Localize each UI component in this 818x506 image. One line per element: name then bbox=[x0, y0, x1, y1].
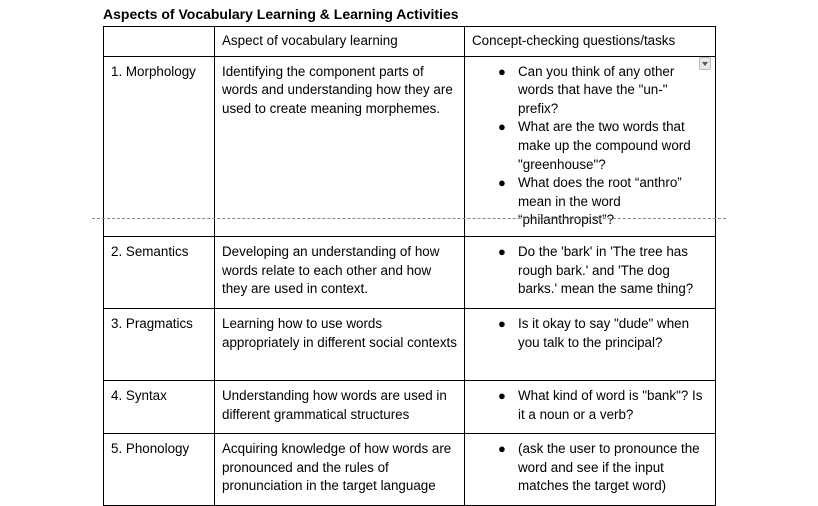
task-text: Is it okay to say "dude" when you talk to the principal? bbox=[518, 315, 690, 350]
page-break-divider bbox=[92, 218, 726, 219]
row-tasks-cell bbox=[465, 56, 716, 236]
header-cell-aspect: Aspect of vocabulary learning bbox=[215, 27, 465, 57]
bullet-icon: ● bbox=[498, 63, 506, 79]
row-aspect-cell: Developing an understanding of how words relate to each other and how they are used in context. bbox=[215, 236, 465, 308]
task-text: What are the two words that make up the compound word "greenhouse"? bbox=[518, 119, 691, 172]
task-list bbox=[472, 387, 708, 424]
task-text: (ask the user to pronounce the word and see if the input matches the target word) bbox=[518, 440, 700, 494]
bullet-icon: ● bbox=[498, 175, 506, 191]
vocabulary-table bbox=[103, 26, 716, 506]
row-aspect-cell: Understanding how words are used in different grammatical structures bbox=[215, 380, 465, 433]
task-item bbox=[498, 118, 708, 174]
bullet-icon: ● bbox=[498, 440, 506, 456]
row-aspect-cell: Identifying the component parts of words and understanding how they are used to create meaning morphemes. bbox=[215, 56, 465, 236]
row-name-cell: 5. Phonology bbox=[104, 433, 215, 505]
row-name-cell: 2. Semantics bbox=[104, 236, 215, 308]
table-row bbox=[104, 236, 716, 308]
task-item bbox=[498, 243, 708, 299]
task-item bbox=[498, 174, 708, 230]
row-name-cell: 1. Morphology bbox=[104, 56, 215, 236]
task-list bbox=[472, 63, 708, 230]
task-list bbox=[472, 440, 708, 496]
table-header-row bbox=[104, 27, 716, 57]
row-aspect-cell: Learning how to use words appropriately in different social contexts bbox=[215, 308, 465, 380]
table-row bbox=[104, 433, 716, 505]
row-tasks-cell bbox=[465, 308, 716, 380]
header-cell-tasks: Concept-checking questions/tasks bbox=[465, 27, 716, 57]
task-text: Can you think of any other words that have the "un-" prefix? bbox=[518, 63, 675, 116]
task-text: What does the root “anthro” mean in the word “philanthropist”? bbox=[518, 175, 682, 228]
row-name-cell: 3. Pragmatics bbox=[104, 308, 215, 380]
task-list bbox=[472, 243, 708, 299]
table-row bbox=[104, 56, 716, 236]
task-list bbox=[472, 315, 708, 352]
task-item bbox=[498, 315, 708, 352]
task-item bbox=[498, 440, 708, 496]
task-text: What kind of word is "bank"? Is it a noun or a verb? bbox=[518, 387, 703, 422]
row-tasks-cell bbox=[465, 433, 716, 505]
task-text: Do the 'bark' in 'The tree has rough bark.' and 'The dog barks.' mean the same thing? bbox=[518, 243, 694, 297]
cell-menu-dropdown-icon[interactable] bbox=[699, 57, 711, 70]
bullet-icon: ● bbox=[498, 315, 506, 331]
table-row bbox=[104, 308, 716, 380]
bullet-icon: ● bbox=[498, 119, 506, 135]
row-tasks-cell bbox=[465, 380, 716, 433]
document-title: Aspects of Vocabulary Learning & Learning Activities bbox=[103, 6, 459, 22]
bullet-icon: ● bbox=[498, 243, 506, 259]
task-item bbox=[498, 63, 708, 119]
table-row bbox=[104, 380, 716, 433]
bullet-icon: ● bbox=[498, 387, 506, 403]
header-cell-empty bbox=[104, 27, 215, 57]
row-name-cell: 4. Syntax bbox=[104, 380, 215, 433]
row-aspect-cell: Acquiring knowledge of how words are pronounced and the rules of pronunciation in the target language bbox=[215, 433, 465, 505]
task-item bbox=[498, 387, 708, 424]
row-tasks-cell bbox=[465, 236, 716, 308]
